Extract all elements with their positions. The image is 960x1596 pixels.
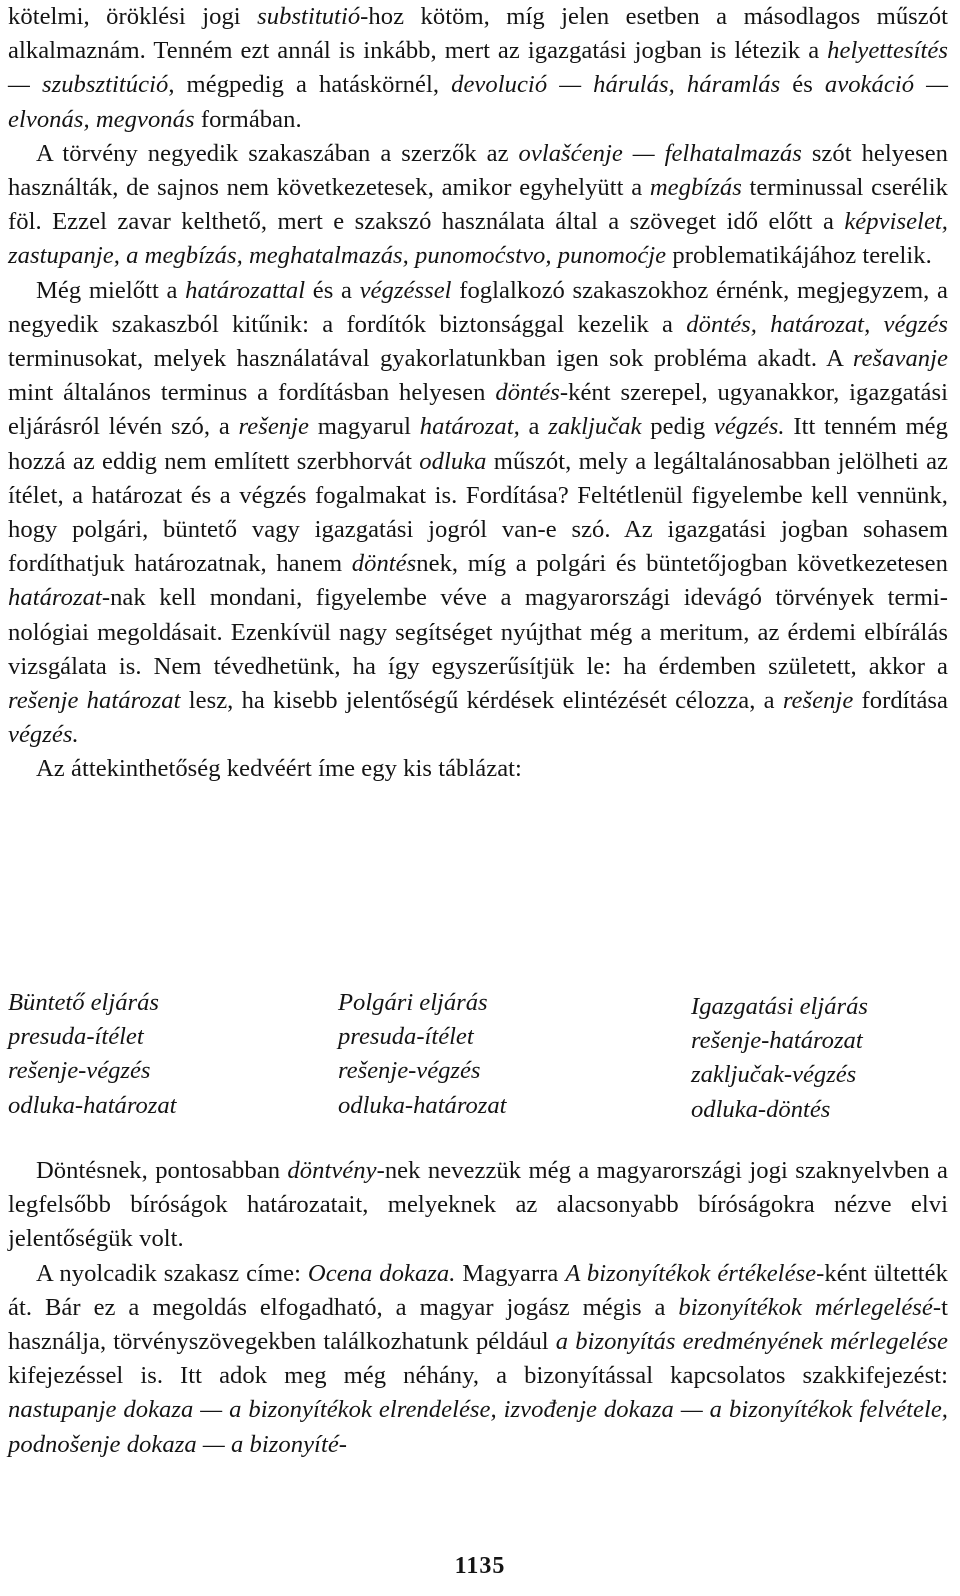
table-cell: odluka-határozat: [338, 1091, 507, 1119]
paragraph: A törvény negyedik szakaszában a szerzők az ovlašćenje — felhatalmazás szót helyesen használták, de sajnos nem következetesek, amikor egyhelyütt a megbízás terminussal cserélik föl. Ezzel zavar kelthető, mert e szakszó használata által a szöveget idő előtt a képviselet, zastupanje, a megbízás, meghatalmazás, punomoćstvo, punomoćje problematikájához terelik.: [8, 139, 949, 270]
table-column-civil: [338, 986, 507, 1123]
table-column-criminal: [8, 986, 177, 1123]
table-cell: zaključak-végzés: [691, 1061, 857, 1089]
table-header-criminal: Büntető eljárás: [8, 989, 159, 1016]
paragraph: Döntésnek, pontosabban döntvény-nek nevezzük még a magyarországi jogi szaknyelvben a legfelsőbb bíróságok határozatait, melyeknek az alacsonyabb bíróságokra nézve elvi jelentőségük volt.: [8, 1157, 948, 1253]
table-cell: odluka-határozat: [8, 1091, 177, 1119]
table-cell: odluka-döntés: [691, 1095, 831, 1123]
document-page: [8, 0, 949, 1458]
table-header-civil: Polgári eljárás: [338, 989, 488, 1016]
table-cell: rešenje-határozat: [691, 1027, 863, 1055]
table-cell: rešenje-végzés: [8, 1057, 151, 1085]
table-cell: rešenje-végzés: [338, 1057, 481, 1085]
table-header-administrative: Igazgatási eljárás: [691, 993, 868, 1020]
paragraph: A nyolcadik szakasz címe: Ocena dokaza. Magyarra A bizonyítékok értékelése-ként ültették át. Bár ez a megoldás elfogadható, a magyar jogász mégis a bizonyítékok mérlegelésé-t használja, törvényszövegekben találkozhatunk például a bizonyítás eredményének mérlegelése kifejezéssel is. Itt adok meg még néhány, a bizonyítással kapcsolatos szakkifejezést: nastupanje dokaza — a bizonyítékok elrendelése, izvođenje dokaza — a bizonyítékok felvétele, podnošenje dokaza — a bizonyíté-: [8, 1259, 948, 1458]
table-cell: presuda-ítélet: [338, 1023, 474, 1051]
body-text: [8, 0, 948, 787]
paragraph: Még mielőtt a határozattal és a végzéssel foglalkozó szakaszokhoz érnénk, megjegyzem, a negyedik szakaszból kitűnik: a fordítók biztonsággal kezelik a döntés, határozat, végzés terminusokat, melyek használatával gyakorlatunkban igen sok probléma akadt. A rešavanje mint általános terminus a fordításban helyesen döntés-ként szerepel, ugyanakkor, igazgatási eljárásról lévén szó, a rešenje magyarul határozat, a zaključak pedig végzés. Itt tenném még hozzá az eddig nem említett szerbhorvát odluka műszót, mely a legáltalánosabban jelölheti az ítélet, a határozat és a végzés fogalmakat is. Fordítása? Feltétlenül figyelembe kell vennünk, hogy polgári, büntető vagy igazgatási jogról van-e szó. Az igazgatási jogban sohasem fordíthatjuk határozatnak, hanem döntésnek, míg a polgári és büntetőjogban következetesen határozat-nak kell mondani, figyelembe véve a magyarországi idevágó törvények terminológiai megoldásait. Ezenkívül nagy segítséget nyújthat még a meritum, az érdemi elbírálás vizsgálata is. Nem tévedhetünk, ha így egyszerűsítjük le: ha érdemben született, akkor a rešenje határozat lesz, ha kisebb jelentőségű kérdések elintézését célozza, a rešenje fordítása végzés.: [8, 276, 949, 749]
page-number: 1135: [454, 1553, 506, 1579]
table-cell: presuda-ítélet: [8, 1023, 144, 1051]
table-column-administrative: [691, 990, 868, 1127]
after-text: [8, 1154, 948, 1462]
paragraph: Az áttekinthetőség kedvéért íme egy kis táblázat:: [36, 755, 522, 783]
paragraph: kötelmi, öröklési jogi substitutió-hoz kötöm, míg jelen esetben a másodlagos műszót alkalmaznám. Tenném ezt annál is inkább, mert az igazgatási jogban is létezik a helyettesítés — szubsztitúció, mégpedig a hatáskörnél, devolució — hárulás, háramlás és avokáció — elvonás, megvonás formában.: [8, 3, 948, 133]
